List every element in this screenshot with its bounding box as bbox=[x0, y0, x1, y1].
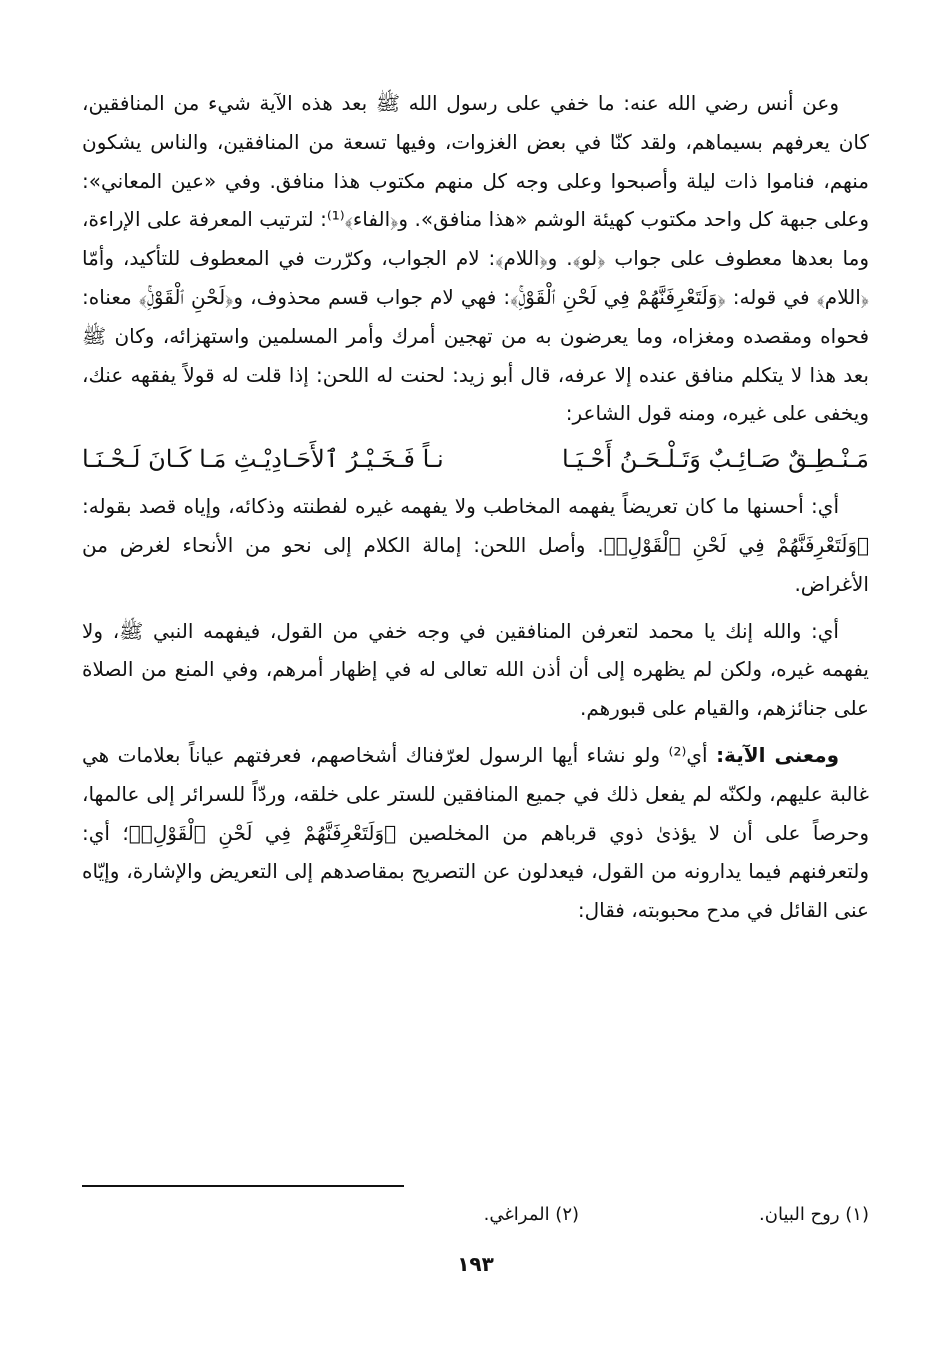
footnote-1: (١) روح البيان. bbox=[759, 1204, 869, 1225]
footnote-2: (٢) المراغي. bbox=[483, 1204, 580, 1225]
footnote-divider bbox=[82, 1185, 404, 1187]
paragraph-4-body: أي⁽²⁾ ولو نشاء أيها الرسول لعرّفناك أشخاصهم، فعرفتهم عياناً بعلامات هي غالبة عليهم، ولكنّه لم يفعل ذلك في جميع المنافقين للستر على خلقه، وردّاً للسرائر إلى عالمها، وحرصاً على أن لا يؤذىٰ ذوي قرباهم من المخلصين ﴿وَلَتَعْرِفَنَّهُمْ فِي لَحْنِ ٱلْقَوْلِۚ﴾؛ أي: ولتعرفنهم فيما يدارونه من القول، فيعدلون عن التصريح بمقاصدهم إلى التعريض والإشارة، وإيّاه عنى القائل في مدح محبوبته، فقال: bbox=[82, 742, 869, 923]
verse-second-hemistich: نـاً فَـخَـيْـرُ ٱلأَحَـادِيْـثِ مَـا كَـانَ لَـحْـنَـا bbox=[82, 445, 444, 474]
footnotes bbox=[82, 1200, 869, 1230]
paragraph-3: أي: والله إنك يا محمد لتعرفن المنافقين في وجه خفي من القول، فيفهمه النبي ﷺ، ولا يفهمه غيره، ولكن لم يظهره إلى أن أذن الله تعالى له في إظهار أمرهم، وفي المنع من الصلاة على جنائزهم، والقيام على قبورهم. bbox=[82, 618, 869, 721]
paragraph-2: أي: أحسنها ما كان تعريضاً يفهمه المخاطب ولا يفهمه غيره لفطنته وذكائه، وإياه قصد بقوله: ﴿وَلَتَعْرِفَنَّهُمْ فِي لَحْنِ ٱلْقَوْلِۚ﴾. وأصل اللحن: إمالة الكلام إلى نحو من الأنحاء لغرض من الأغراض. bbox=[82, 494, 869, 596]
page-number: ١٩٣ bbox=[457, 1252, 494, 1276]
main-text bbox=[82, 84, 869, 930]
paragraph-4-heading: ومعنى الآية: bbox=[716, 742, 840, 767]
verse-first-hemistich: مَـنْـطِـقٌ صَـائِـبٌ وَتَـلْـحَـنُ أَحْـيَـا bbox=[562, 445, 869, 474]
paragraph-1: وعن أنس رضي الله عنه: ما خفي على رسول الله ﷺ بعد هذه الآية شيء من المنافقين، كان يعرفهم بسيماهم، ولقد كنّا في بعض الغزوات، وفيها تسعة من المنافقين، والناس يشكون منهم، فناموا ذات ليلة وأصبحوا وعلى وجه كل منهم مكتوب هذا منافق. وفي «عين المعاني»: وعلى جبهة كل واحد مكتوب كهيئة الوشم «هذا منافق». و﴿الفاء﴾⁽¹⁾: لترتيب المعرفة على الإراءة، وما بعدها معطوف على جواب ﴿لو﴾. و﴿اللام﴾: لام الجواب، وكرّرت في المعطوف للتأكيد، وأمّا ﴿اللام﴾ في قوله: ﴿وَلَتَعْرِفَنَّهُمْ فِي لَحْنِ ٱلْقَوْلِۚ﴾: فهي لام جواب قسم محذوف، و﴿لَحْنِ ٱلْقَوْلِۚ﴾ معناه: فحواه ومقصده ومغزاه، وما يعرضون به من تهجين أمرك وأمر المسلمين واستهزائه، وكان ﷺ بعد هذا لا يتكلم منافق عنده إلا عرفه، قال أبو زيد: لحنت له اللحن: إذا قلت له قولاً يفقهه عنك، ويخفى على غيره، ومنه قول الشاعر: bbox=[82, 91, 870, 426]
paragraph-4 bbox=[82, 736, 869, 930]
poetry-verse bbox=[82, 439, 869, 479]
